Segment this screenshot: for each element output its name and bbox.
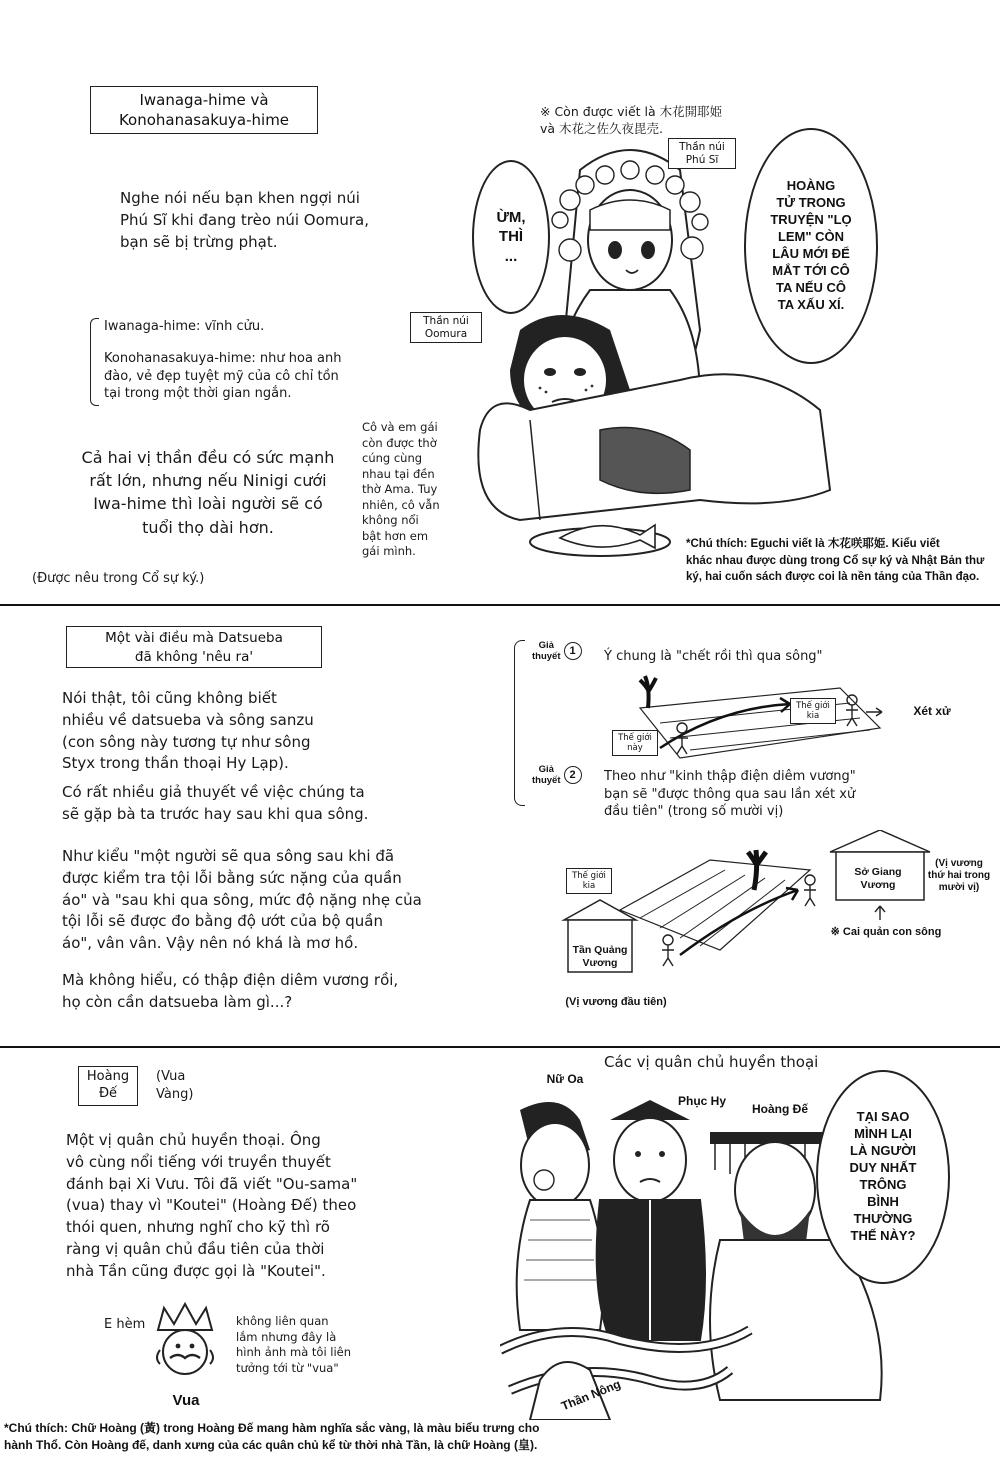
label-huangdi: Hoàng Đế [751,1102,808,1116]
datsueba-p2: Có rất nhiều giả thuyết về việc chúng ta sẽ gặp bà ta trước hay sau khi qua sông. [62,783,369,823]
this-world-tag: Thế giới này [612,730,658,756]
king-doodle [140,1300,230,1390]
hypothesis-1-badge [532,640,592,663]
huangdi-bubble-text: TẠI SAO MÌNH LẠI LÀ NGƯỜI DUY NHẤT TRÔNG BÌNH THƯỜNG THẾ NÀY? [849,1109,917,1243]
hypothesis-2-badge [532,764,592,787]
king2-name: Sở Giang Vương [854,866,902,891]
iwanaga-definition: Iwanaga-hime: vĩnh cửu. [104,319,265,334]
bubble-right-text: HOÀNG TỬ TRONG TRUYỆN "LỌ LEM" CÒN LÂU MỚI ĐỂ MẮT TỚI CÔ TA NẾU CÔ TA XẤU XÍ. [770,178,852,312]
hypothesis-2-label: Giả thuyết [532,764,561,787]
sisters-note: Cô và em gái còn được thờ cúng cùng nhau tại đền thờ Ama. Tuy nhiên, cô vẫn không nổi bật hơn em gái mình. [362,420,440,559]
section1-intro: Nghe nói nếu bạn khen ngợi núi Phú Sĩ khi đang trèo núi Oomura, bạn sẽ bị trừng phạt. [120,189,369,251]
kanji-note: ※ Còn được viết là 木花開耶姫 và 木花之佐久夜毘売. [540,104,723,136]
hypothesis-2-text: Theo như "kinh thập điện diêm vương" bạn sẽ "được thông qua sau lần xét xử đầu tiên" (trong số mười vị) [604,769,856,820]
source-note: (Được nêu trong Cổ sự ký.) [32,571,205,586]
section1-title-box [90,86,318,134]
hypothesis-1-label: Giả thuyết [532,640,561,663]
divider-2 [0,1046,1000,1048]
section1-title-line2: Konohanasakuya-hime [118,111,290,130]
both-gods-text: Cả hai vị thần đều có sức mạnh rất lớn, nhưng nếu Ninigi cưới Iwa-hime thì loài người sẽ có tuổi thọ dài hơn. [81,448,335,537]
king-label: Vua [172,1392,200,1409]
tag-fuji-god: Thần núi Phú Sĩ [668,138,736,169]
section2-title-line1: Một vài điều mà Datsueba [105,630,283,646]
huangdi-paragraph: Một vị quân chủ huyền thoại. Ông vô cùng nổi tiếng với truyền thuyết đánh bại Xi Vưu. Tôi đã viết "Ou-sama" (vua) thay vì "Koutei" (Hoàng Đế) theo thói quen, nhưng nghĩ cho kỹ thì rõ ràng vị quân chủ đầu tiên của thời nhà Tần cũng được gọi là "Koutei". [66,1131,358,1280]
section3-title-box: Hoàng Đế [78,1066,138,1106]
bubble-left-text: ỪM, THÌ ... [496,208,526,265]
hypothesis-bracket [514,640,525,806]
huangdi-bubble [816,1070,950,1284]
other-world-tag: Thế giới kia [790,698,836,724]
datsueba-p1: Nói thật, tôi cũng không biết nhiều về datsueba và sông sanzu (con sông này tương tự như sông Styx trong thần thoại Hy Lạp). [62,689,314,773]
section1-footnote: *Chú thích: Eguchi viết là 木花咲耶姫. Kiểu viết khác nhau được dùng trong Cổ sự ký và Nhật Bản thư ký, hai cuốn sách được coi là nền tảng của Thần đạo. [686,538,985,584]
king1-name: Tần Quảng Vương [572,944,628,969]
section2-title-line2: đã không 'nêu ra' [134,648,254,665]
divider-1 [0,604,1000,606]
tag-oomura-god: Thần núi Oomura [410,312,482,343]
datsueba-p3: Như kiểu "một người sẽ qua sông sau khi đã được kiểm tra tội lỗi bằng sức nặng của quần áo" và "sau khi qua sông, mức độ nặng nhẹ của tội lỗi sẽ được đo bằng độ ướt của bộ quần áo", vân vân. Vậy nên nó khá là mơ hồ. [62,847,422,952]
hypothesis-1-text: Ý chung là "chết rồi thì qua sông" [604,649,823,664]
konohana-definition: Konohanasakuya-hime: như hoa anh đào, vẻ đẹp tuyệt mỹ của cô chỉ tồn tại trong một thời gian ngắn. [104,351,342,402]
section3-footnote: *Chú thích: Chữ Hoàng (黃) trong Hoàng Đế mang hàm nghĩa sắc vàng, là màu biểu trưng cho hành Thổ. Còn Hoàng đế, danh xưng của các quân chủ kể từ thời nhà Tần, là chữ Hoàng (皇). [4,1421,540,1453]
section1-title-line1: Iwanaga-hime và [139,91,269,109]
king2-caption: (Vị vương thứ hai trong mười vị) [927,858,991,893]
rulers-title: Các vị quân chủ huyền thoại [604,1053,819,1071]
river-keeper-note: ※ Cai quản con sông [830,926,942,938]
definition-bracket [90,318,99,406]
judgement-label: Xét xử [913,704,951,718]
label-fuxi: Phục Hy [677,1094,726,1108]
label-shennong: Thần Nông [559,1376,623,1414]
river-diagram-2 [560,830,940,1000]
hypothesis-1-number: 1 [564,642,582,660]
label-nuwa: Nữ Oa [546,1072,584,1086]
datsueba-p4: Mà không hiểu, có thập điện diêm vương rồi, họ còn cần datsueba làm gì...? [62,971,399,1011]
bubble-left [472,160,550,314]
section2-title-box [66,626,322,668]
king-note: không liên quan lắm nhưng đây là hình ảnh mà tôi liên tưởng tới từ "vua" [236,1314,352,1375]
ahem-text: E hèm [104,1317,146,1332]
hypothesis-2-number: 2 [564,766,582,784]
section3-title-note: (Vua Vàng) [156,1069,194,1102]
other-world-tag-2: Thế giới kia [566,868,612,894]
bubble-right [744,128,878,364]
king1-caption: (Vị vương đầu tiên) [565,996,667,1008]
